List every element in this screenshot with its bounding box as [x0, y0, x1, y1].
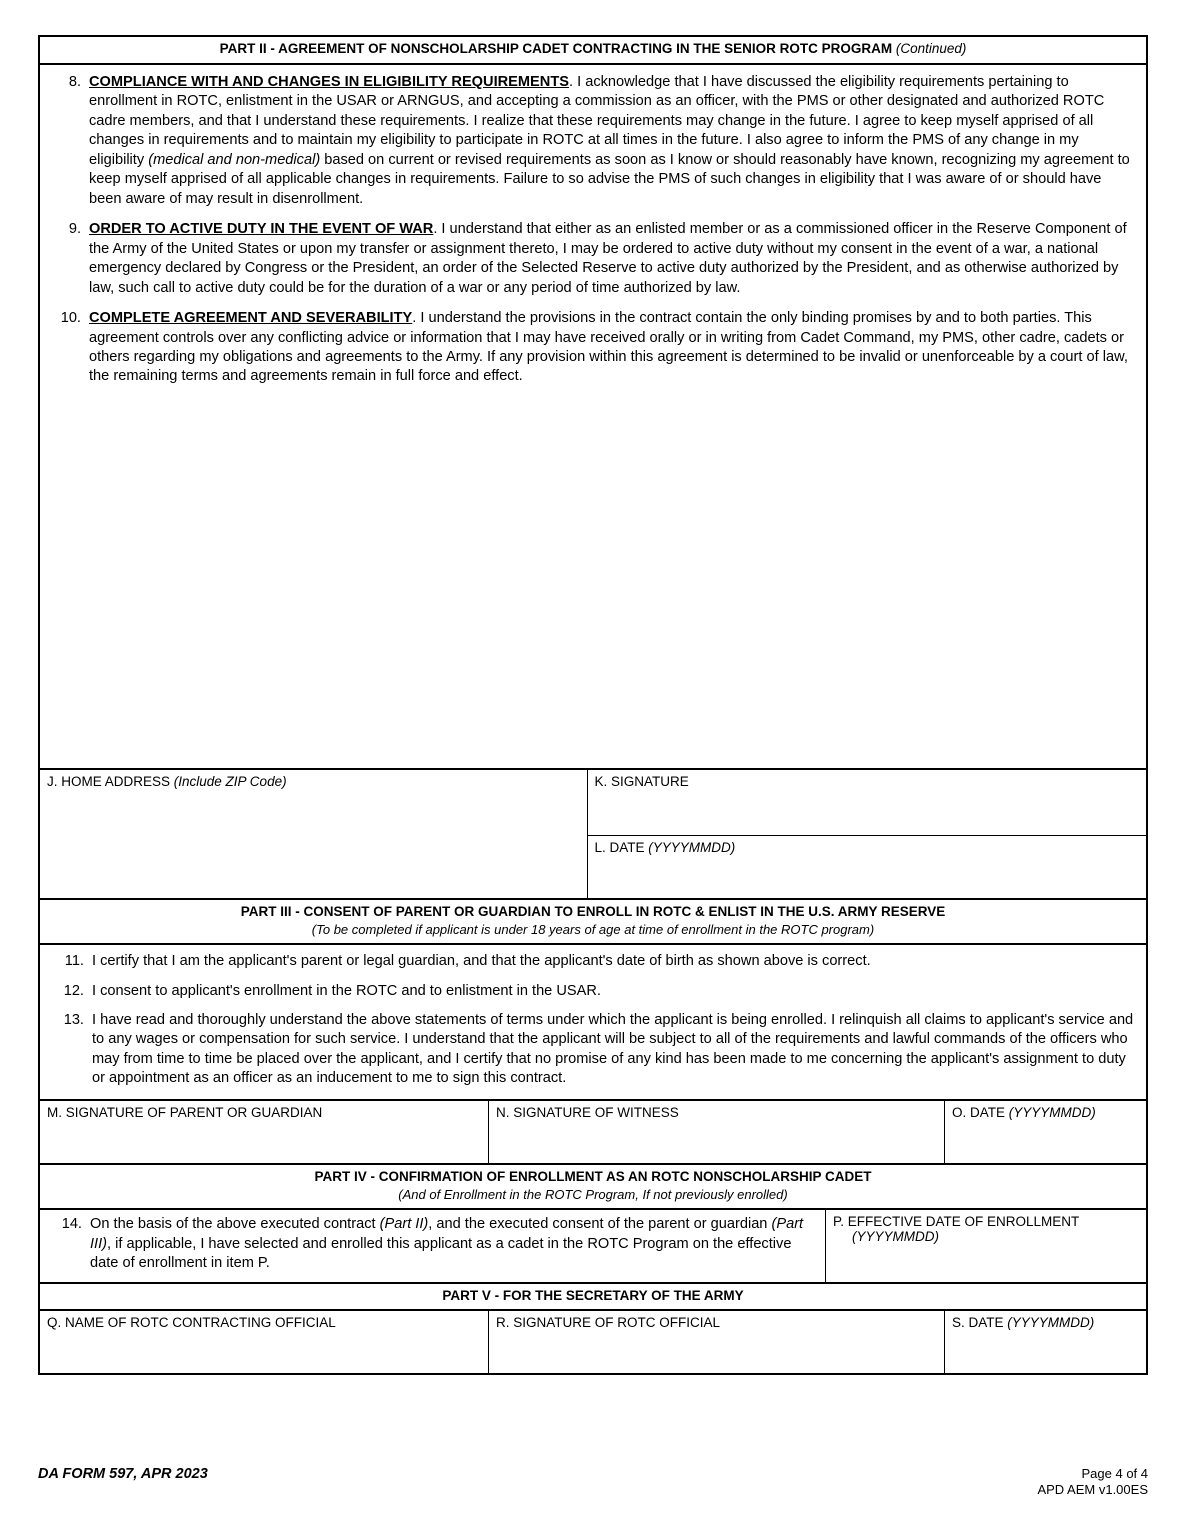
official-date-hint: (YYYYMMDD) — [1007, 1315, 1095, 1331]
part4-content-row — [40, 1210, 1146, 1282]
field-official-name[interactable] — [40, 1311, 488, 1373]
part3-header-title: PART III - CONSENT OF PARENT OR GUARDIAN TO ENROLL IN ROTC & ENLIST IN THE U.S. ARMY RESERVE — [240, 903, 946, 919]
part2-header-band — [40, 37, 1146, 65]
clause-8-text-a: . I acknowledge that I have discussed the eligibility requirements pertaining to enrollment in ROTC, enlistment in the USAR or ARNGUS, and accepting a commission as an officer, with the PMS or other designated and authorized ROTC cadre members, and that I understand these requirements. I realize that these requirements may change in the future. I agree to keep myself apprised of all changes in requirements and to maintain my eligibility to participate in ROTC at all times in the future. I also agree to inform the PMS of any change in my eligibility — [89, 73, 1105, 168]
official-name-label: Q. NAME OF ROTC CONTRACTING OFFICIAL — [47, 1315, 336, 1331]
date-label: L. DATE — [594, 839, 649, 855]
part3-subheader: (To be completed if applicant is under 18 years of age at time of enrollment in the ROTC program) — [311, 921, 875, 937]
item-14-italic-b: (Part III) — [90, 1215, 804, 1252]
da-form-597-table — [38, 35, 1148, 1375]
official-date-label: S. DATE — [952, 1315, 1008, 1331]
field-official-signature[interactable] — [488, 1311, 944, 1373]
part5-header-title: PART V - FOR THE SECRETARY OF THE ARMY — [442, 1287, 744, 1303]
item-14 — [40, 1210, 825, 1282]
item-14-container — [40, 1210, 825, 1282]
part4-header-title: PART IV - CONFIRMATION OF ENROLLMENT AS AN ROTC NONSCHOLARSHIP CADET — [314, 1168, 872, 1184]
clause-8 — [50, 73, 1136, 209]
clause-10-text-a: . I understand the provisions in the contract contain the only binding promises by and to both parties. This agreement controls over any conflicting advice or information that I may have received orally or in writing from Cadet Command, my PMS, other cadre, cadets or others regarding my obligations and agreements to the Army. If any provision within this agreement is determined to be invalid or unenforceable by a court of law, the remaining terms and agreements remain in full force and effect. — [89, 310, 1128, 385]
field-cadet-date[interactable] — [588, 835, 1146, 896]
item-14-number: 14. — [61, 1215, 82, 1232]
official-signature-label: R. SIGNATURE OF ROTC OFFICIAL — [496, 1315, 721, 1331]
date-hint: (YYYYMMDD) — [648, 839, 736, 855]
clause-9-number: 9. — [68, 221, 81, 238]
page-footer — [38, 1466, 1148, 1499]
clause-10-number: 10. — [60, 310, 81, 327]
home-address-hint: (Include ZIP Code) — [173, 773, 287, 789]
blank-space — [50, 398, 1136, 768]
clause-12-text: I consent to applicant's enrollment in the ROTC and to enlistment in the USAR. — [92, 982, 601, 999]
parent-date-label: O. DATE — [952, 1104, 1009, 1120]
clause-11 — [50, 952, 1136, 971]
item-14-italic-a: (Part II) — [379, 1215, 429, 1232]
clause-12-number: 12. — [63, 982, 84, 999]
clause-8-text-b: based on current or revised requirements as soon as I know or should reasonably have known, recognizing my agreement to keep myself apprised of all applicable changes in requirements. Failure to so advise the PMS of such changes in eligibility that I was aware of or should have been aware of may result in disenrollment. — [89, 151, 1130, 207]
field-parent-date[interactable] — [944, 1101, 1146, 1163]
page-info — [1037, 1466, 1148, 1499]
clause-8-italic: (medical and non-medical) — [148, 151, 321, 168]
clause-11-text: I certify that I am the applicant's parent or legal guardian, and that the applicant's date of birth as shown above is correct. — [92, 953, 871, 970]
part2-clause-list — [40, 65, 1146, 768]
item-14-text-c: , if applicable, I have selected and enrolled this applicant as a cadet in the ROTC Program on the effective date of enrollment in item P. — [90, 1235, 792, 1272]
part4-header-band — [40, 1163, 1146, 1210]
clause-10-body — [89, 309, 1136, 387]
home-address-label: J. HOME ADDRESS — [47, 773, 174, 789]
item-14-body — [90, 1215, 817, 1274]
clause-12 — [50, 982, 1136, 1001]
clause-9-body — [89, 220, 1136, 298]
form-identifier: DA FORM 597, APR 2023 — [38, 1466, 208, 1482]
clause-13 — [50, 1011, 1136, 1089]
clause-13-number: 13. — [63, 1011, 84, 1028]
item-14-text-b: , and the executed consent of the parent or guardian — [428, 1215, 772, 1232]
field-cadet-signature[interactable] — [588, 770, 1146, 835]
clause-8-body — [89, 73, 1136, 209]
parent-date-hint: (YYYYMMDD) — [1008, 1104, 1096, 1120]
signature-date-stack — [587, 770, 1146, 898]
part2-signature-row — [40, 768, 1146, 898]
effective-date-hint: (YYYYMMDD) — [852, 1228, 939, 1244]
clause-10 — [50, 309, 1136, 387]
clause-13-text: I have read and thoroughly understand the above statements of terms under which the applicant is being enrolled. I relinquish all claims to applicant's service and to any wages or compensation for such service. I understand that the applicant will be subject to all of the requirements and lawful commands of the officers who may from time to time be placed over the applicant, and I certify that no promise of any kind has been made to me concerning the applicant's assignment to duty or appointment as an officer as an inducement to me to sign this contract. — [92, 1011, 1134, 1087]
field-parent-signature[interactable] — [40, 1101, 488, 1163]
clause-8-heading: COMPLIANCE WITH AND CHANGES IN ELIGIBILITY REQUIREMENTS — [89, 73, 569, 90]
clause-11-number: 11. — [64, 953, 84, 970]
form-page — [38, 35, 1148, 1375]
part4-subheader: (And of Enrollment in the ROTC Program, If not previously enrolled) — [398, 1186, 788, 1202]
witness-signature-label: N. SIGNATURE OF WITNESS — [496, 1104, 679, 1120]
part3-signature-row — [40, 1099, 1146, 1163]
signature-label: K. SIGNATURE — [594, 773, 689, 789]
part5-signature-row — [40, 1311, 1146, 1373]
clause-9-text-a: . I understand that either as an enlisted member or as a commissioned officer in the Reserve Component of the Army of the United States or upon my transfer or assignment thereto, I may be ordered to active duty without my consent in the event of a war, a national emergency declared by Congress or the President, an order of the Selected Reserve to active duty authorized by the President, and as otherwise authorized by law, such call to active duty could be for the duration of a war or any period of time authorized by law. — [89, 221, 1127, 296]
effective-date-label: P. EFFECTIVE DATE OF ENROLLMENT — [833, 1213, 1080, 1229]
part2-header-continued: (Continued) — [895, 41, 967, 56]
part3-clause-list — [40, 945, 1146, 1099]
field-home-address[interactable] — [40, 770, 587, 898]
item-14-text-a: On the basis of the above executed contract — [90, 1215, 380, 1232]
field-effective-date[interactable] — [825, 1210, 1146, 1282]
parent-signature-label: M. SIGNATURE OF PARENT OR GUARDIAN — [47, 1104, 323, 1120]
part3-header-band — [40, 898, 1146, 945]
part5-header-band — [40, 1282, 1146, 1312]
page-number: Page 4 of 4 — [1081, 1466, 1148, 1481]
apd-version: APD AEM v1.00ES — [1037, 1482, 1148, 1498]
clause-10-heading: COMPLETE AGREEMENT AND SEVERABILITY — [89, 310, 413, 327]
field-witness-signature[interactable] — [488, 1101, 944, 1163]
part2-header-title: PART II - AGREEMENT OF NONSCHOLARSHIP CADET CONTRACTING IN THE SENIOR ROTC PROGRAM — [219, 41, 893, 56]
clause-9 — [50, 220, 1136, 298]
clause-8-number: 8. — [68, 73, 81, 90]
clause-9-heading: ORDER TO ACTIVE DUTY IN THE EVENT OF WAR — [89, 221, 434, 238]
field-official-date[interactable] — [944, 1311, 1146, 1373]
